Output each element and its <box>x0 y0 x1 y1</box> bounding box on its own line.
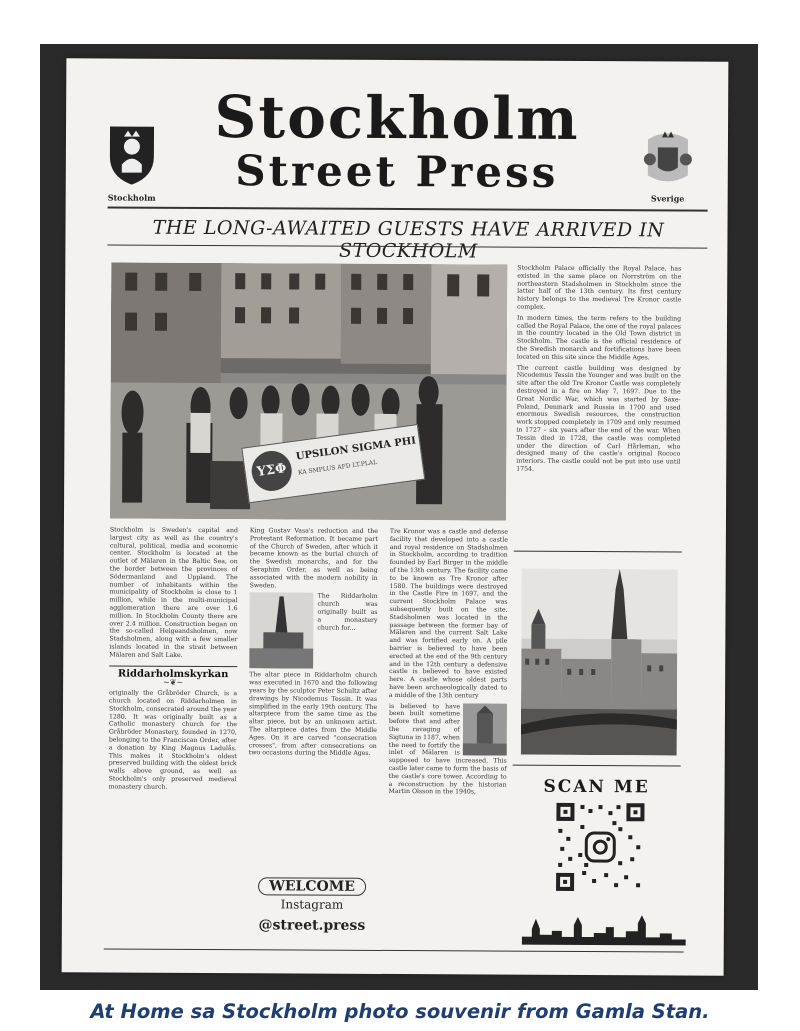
newspaper-print <box>62 58 729 975</box>
photo-caption: At Home sa Stockholm photo souvenir from Gamla Stan. <box>90 1000 710 1023</box>
palace-paragraph-2: In modern times, the term refers to the building called the Royal Palace, the one of the royal palaces in the country located in the Old Town district in Stockholm. The castle is the official residence of the Swedish monarch and fortifications have been located on this site since the Middle Ages. <box>516 314 682 362</box>
headline: THE LONG-AWAITED GUESTS HAVE ARRIVED IN STOCKHOLM <box>152 216 665 263</box>
stockholm-article <box>109 527 238 795</box>
banner-name: UPSILON SIGMA PHI <box>295 435 417 463</box>
crest-right-label: Sverige <box>650 193 685 204</box>
church-side-text: The Riddarholm church was originally built as a monastery church for... <box>317 592 378 632</box>
palace-paragraph-1: Stockholm Palace officially the Royal Palace, has existed in the same place on Norrström on the northeastern Stadsholmen in Stockholm since the latter half of the 13th century. Its first century history belongs to the medieval Tre Kronor castle complex. <box>517 264 682 311</box>
church-paragraph-1: King Gustav Vasa's reduction and the Protestant Reformation. It became part of the Church of Sweden, after which it became known as the burial church of the Swedish monarchs, and for the Seraphim Order, as well as being associated with the modern nobility in Sweden. <box>249 527 378 589</box>
palace-paragraph-3: The current castle building was designed by Nicodemus Tessin the Younger and was built on the site after the old Tre Kronor Castle was completely destroyed in a fire on May 7, 1697. Due to the Great Nordic War, which was started by Saxe-Poland, Denmark and Russia in 1700 and used enormous Swedish resources, the construction work stopped completely in 1709 and only resumed in 1727 – six years after the end of the war. When Tessin died in 1728, the castle was completed under the direction of Carl Hårleman, who designed many of the castle's original Rococo interiors. The castle could not be put into use until 1754. <box>516 364 681 473</box>
group-photo <box>110 263 507 521</box>
welcome-label: WELCOME <box>258 877 366 896</box>
church-paragraph-2: The altar piece in Riddarholm church was executed in 1670 and the following years by the sculptor Peter Schultz after drawings by Nicodemus Tessin. It was simplified in the early 19th century. The altarpiece from the same time as the altar piece, but by an unknown artist. The altarpiece dates from the Middle Ages. On it are carved "consecration crosses", from after consecrations on two occasions during the Middle Ages. <box>248 671 378 758</box>
skyline-divider <box>513 765 681 767</box>
banner-logo: ΥΣΦ <box>249 448 294 493</box>
masthead-rule <box>108 206 708 211</box>
instagram-welcome-badge <box>248 875 376 934</box>
masthead-title: Stockholm <box>214 83 580 153</box>
qr-code-icon <box>554 801 646 893</box>
instagram-qr-code[interactable] <box>554 801 646 893</box>
riddarholm-church-article <box>249 527 378 761</box>
palace-divider <box>514 551 682 553</box>
tre-kronor-paragraph-2: is believed to have been built sometime before that and after the ravaging of Sigtuna in 1187, when the need to fortify the inlet of Mälaren is supposed to have increased. This castle later came to form the basis of the castle's core tower. According to a reconstruction by the historian Martin Olsson in the 1940s, <box>388 702 507 796</box>
riddarholm-paragraph: originally the Gråbröder Church, is a church located on Riddarholmen in Stockholm, consecrated around the year 1280. It was originally built as a Catholic monastery church for the Gråbröder Monastery, founded in 1270, belonging to the Franciscan Order, after a donation by King Magnus Ladulås. This makes it Stockholm's oldest preserved building with the oldest brick walls above ground, as well as Stockholm's only preserved medieval monastery church. <box>108 689 238 791</box>
riddarholm-rule <box>109 665 237 667</box>
palace-article <box>516 265 681 478</box>
instagram-label: Instagram <box>280 897 344 912</box>
tre-kronor-paragraph-1: Tre Kronor was a castle and defense facility that developed into a castle and royal residence on Stadsholmen in Stockholm, according to tradition founded by Earl Birger in the middle of the 13th century. The facility came to be known as Tre Kronor after 1580. The buildings were destroyed in the Castle Fire in 1697, and the current Stockholm Palace was subsequently built on the site. Stadsholmen was located in the passage between the former bay of Mälaren and the current Salt Lake and was fortified early on. A pile barrier is believed to have been erected at the end of the 9th century and in the 12th century a defensive castle is believed to have existed here. A castle whose oldest parts have been archaeologically dated to a middle of the 13th century <box>389 527 508 700</box>
scan-me-label: SCAN ME <box>543 776 650 798</box>
riddarholm-title: Riddarholmskyrkan <box>117 668 229 680</box>
church-photo-row <box>249 593 377 670</box>
stockholm-paragraph: Stockholm is Sweden's capital and largest city as well as the country's cultural, political, media and economic center. Stockholm is located at the outlet of Mälaren in the Baltic Sea, on the border between the provinces of Södermanland and Uppland. The number of inhabitants within the municipality of Stockholm is close to 1 million, while in the multi-municipal agglomeration there are over 1.6 million. In Stockholm County there are over 2.4 million. Construction began on the so-called Helgeandsholmen, now Stadsholmen, along with a few smaller islands located in the strait between Mälaren and Salt Lake. <box>109 526 238 659</box>
masthead-subtitle: Street Press <box>235 146 559 197</box>
ornament-divider: ~❦~ <box>163 678 184 688</box>
city-skyline-photo <box>521 569 678 756</box>
crest-left-label: Stockholm <box>107 192 156 203</box>
tre-kronor-article <box>389 528 508 800</box>
bottom-rule <box>104 948 684 952</box>
skyline-silhouette <box>522 915 686 948</box>
banner-subtext: KA SMPLUS AFD LT.PLAL <box>297 458 378 477</box>
instagram-handle[interactable]: @street.press <box>258 917 366 934</box>
tre-kronor-photo <box>463 703 507 755</box>
church-photo <box>249 593 313 669</box>
